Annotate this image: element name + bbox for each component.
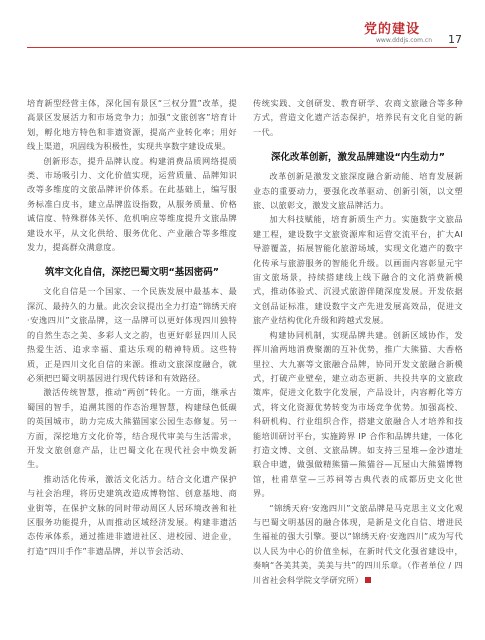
section-heading: 深化改革创新，激发品牌建设“内生动力” bbox=[271, 152, 445, 164]
paragraph: 文化自信是一个国家、一个民族发展中最基本、最深沉、最持久的力量。此次会议提出全力打造“锦绣天府·安逸四川”文旅品牌，这一品牌可以更好体现四川独特的自然生态之美、多彩人文之韵，也更好彰显四川人民热爱生活、追求幸福、重达乐观的精神特质。这些特质，正是四川文化自信的来源。推动文旅深度融合，就必须把巴蜀文明基因进行现代转译和有效路径。 bbox=[27, 286, 237, 383]
paragraph-final bbox=[253, 501, 463, 587]
paragraph: 改革创新是激发文旅深度融合新动能、培育发展新业态的重要动力，要强化改革驱动、创新引领，以文塑旅、以旅彰文，激发文旅品牌活力。 bbox=[253, 171, 463, 211]
page-header bbox=[0, 0, 485, 50]
magazine-logo: 党的建设 bbox=[364, 22, 421, 37]
section-heading: 筑牢文化自信，深挖巴蜀文明“基因密码” bbox=[45, 267, 219, 279]
paragraph: 创新形态，提升品牌认度。构建消费品质网络提质类、市场吸引力、文化价值实现，运营质量、品牌知识改等多维度的文旅品牌评价体系。在此基础上，编写服务标准白皮书，建立品牌监设指数，从服务质量、价格诚信度、特殊群体关怀、危机响应等维度提升文旅品牌建设水平，从文化供给、服务优化、产业融合等多维度发力，提高群众满意度。 bbox=[27, 155, 237, 253]
paragraph: 加大科技赋能，培育新质生产力。实施数字文旅品建工程，建设数字文旅资源库和运营交流平台，扩大AI 导游覆盖，拓展智能化旅游场域，实现文化遗产的数字化传承与旅游服务的智能化升级。以画面内容彰显元宇宙文旅场景，持续搭建线上线下融合的文化消费新模式，推动体验式、沉浸式旅游伴随深度发展。开发依据文创品证标准，建设数字文产先进发展高效品，促进文旅产业结构优化升级和跨越式发展。 bbox=[253, 214, 463, 326]
paragraph: 培育新型经营主体，深化国有景区“三权分置”改革，提高景区发展活力和市场竞争力；加强“文旅创客”培育计划，孵化地方特色和非遗资源，提高产业转化率；用好线上渠道，巩固线为积极性，实现共享数字建设成果。 bbox=[27, 98, 237, 152]
left-column bbox=[27, 96, 237, 626]
paragraph-final-text: “锦绣天府·安逸四川”文旅品牌是马克思主义文化观与巴蜀文明基因的融合体现，是新是文化自信、增进民生福祉的强大引擎。要以“锦绣天府·安逸四川”成为写代以人民为中心的价值坐标，在新时代文化强省建设中，奏响“各美其美，美美与共”的四川乐章。（作者单位 / 四川省社会科学院文学研究所） bbox=[253, 502, 463, 585]
paragraph: 构建协同机制，实现品牌共建。创新区域协作，发挥川渝两地消费聚潮的互补优势，推广大熊猫、大香格里拉、大九寨等文旅融合品牌，协同开发文旅融合新模式，打破产业壁垒，建立动态更新、共投共享的文旅政策库，促进文化数字化发展，产品设计，内容孵化等方式，将文化资源优势转变为市场竞争优势。加强高校、科研机构、行业组织合作，搭建文旅融合人才培养和技能培训研讨平台，实施跨界 IP 合作和品牌共建，一体化打造文博、文创、文旅品牌。如支持三星堆—金沙遗址联合申遗，做强做精熊猫—熊猫谷—瓦屋山大熊猫博物馆，杜甫草堂—三苏祠等古典代表的成都历史文化世界。 bbox=[253, 329, 463, 499]
paragraph: 激活传统智慧，推动“两创”转化。一方面，继承古蜀国的智手，追溯其图的作态治理智慧，构建绿色低碳的英国城市，助力完成大熊猫国家公园生态修复。另一方面，深挖地方文化价等，结合现代审美与生活需求，开发文旅创意产品，让巴蜀文化在现代社会中焕发新生。 bbox=[27, 387, 237, 470]
paragraph: 推动活化传承，激活文化活力。结合文化遗产保护与社会治理，将历史建筑改造成博物馆、创意基地、商业街等，在保护文脉的同时带动周区人居环境改善和社区服务功能提升，从而推动区域经济发展。构建非遗活态传承体系，通过推进非遗进社区、进校园、进企业，打造“四川手作”非遗品牌，并以节会活动、 bbox=[27, 473, 237, 556]
page-number: 17 bbox=[448, 33, 462, 46]
paragraph: 传统实践、文创研发、教育研学、农商文旅融合等多种方式，营造文化遗产活态保护，培养民有文化自觉的新一代。 bbox=[253, 98, 463, 137]
header-rule bbox=[27, 47, 457, 48]
end-mark-icon bbox=[365, 577, 371, 583]
right-column bbox=[253, 96, 463, 626]
website-url[interactable]: www.dddjs.com.cn bbox=[376, 37, 433, 44]
